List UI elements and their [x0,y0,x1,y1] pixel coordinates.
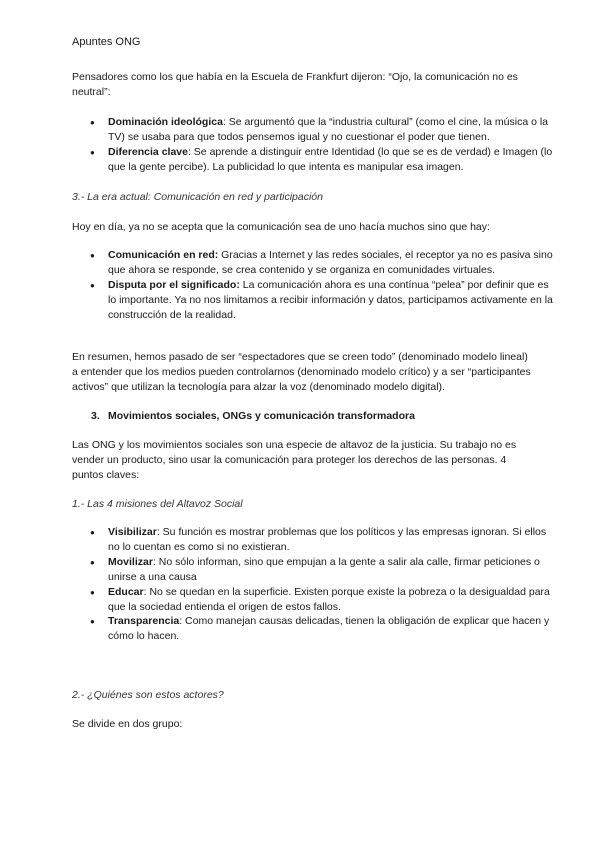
bullet-text: : No sólo informan, sino que empujan a la gente a salir ala calle, firmar peticiones o unirse a una causa [108,556,540,583]
section-title-actores: 2.- ¿Quiénes son estos actores? [72,689,224,701]
bullet-movilizar [90,555,554,585]
bullet-text: Gracias a Internet y las redes sociales, el receptor ya no es pasiva sino que ahora se responde, se crea contenido y se organiza en comunidades virtuales. [108,249,553,276]
bullet-term: Diferencia clave [108,146,188,158]
section-title-era-actual: 3.- La era actual: Comunicación en red y participación [72,191,323,203]
document-header: Apuntes ONG [72,36,141,48]
bullet-term: Movilizar [108,556,153,568]
heading-text: Movimientos sociales, ONGs y comunicación transformadora [108,410,415,422]
bullet-diferencia [90,145,554,175]
bullet-term: Disputa por el significado: [108,279,240,291]
bullet-text: : Se aprende a distinguir entre Identidad (lo que se es de verdad) e Imagen (lo que la gente percibe). La publicidad lo que intenta es manipular esa imagen. [108,146,553,173]
bullet-text: : No se quedan en la superficie. Existen porque existe la pobreza o la desigualdad para que la sociedad entienda el origen de estos fallos. [108,586,550,613]
paragraph-grupos: Se divide en dos grupo: [72,718,183,730]
paragraph-ong: Las ONG y los movimientos sociales son una especie de altavoz de la justicia. Su trabajo no es vender un producto, sino usar la comunicación para proteger los derechos de las personas. 4 puntos claves: [72,439,517,481]
bullet-text: : Su función es mostrar problemas que los políticos y las empresas ignoran. Si ellos no lo cuentan es como si no existieran. [108,526,547,553]
bullet-term: Educar [108,586,144,598]
bullet-educar [90,585,554,615]
bullet-disputa [90,278,554,323]
heading-movimientos-sociales [91,409,536,424]
bullet-comunicacion-red [90,248,554,278]
bullet-visibilizar [90,525,554,555]
paragraph-hoy-en-dia: Hoy en día, ya no se acepta que la comunicación sea de uno hacía muchos sino que hay: [72,221,490,233]
bullet-dominacion [90,115,554,145]
bullet-term: Comunicación en red: [108,249,219,261]
bullet-term: Transparencia [108,615,180,627]
bullet-term: Visibilizar [108,526,157,538]
bullet-text: : Como manejan causas delicadas, tienen la obligación de explicar que hacen y cómo lo hacen. [108,615,550,642]
intro-paragraph: Pensadores como los que había en la Escuela de Frankfurt dijeron: “Ojo, la comunicación no es neutral”: [72,71,518,98]
section-title-misiones: 1.- Las 4 misiones del Altavoz Social [72,498,243,510]
bullet-transparencia [90,614,554,644]
heading-number: 3. [91,410,100,422]
summary-paragraph: En resumen, hemos pasado de ser “espectadores que se creen todo” (denominado modelo lineal) a entender que los medios pueden controlarnos (denominado modelo crítico) y a ser “participantes activos” que utilizan la tecnología para alzar la voz (denominado modelo digital). [72,351,531,393]
bullet-text: La comunicación ahora es una contínua “pelea” por definir que es lo importante. Ya no nos limitamos a recibir información y datos, participamos activamente en la construcción de la realidad. [108,279,553,321]
bullet-text: : Se argumentó que la “industria cultural” (como el cine, la música o la TV) se usaba para que todos pensemos igual y no cuestionar el poder que tienen. [108,116,549,143]
bullet-term: Dominación ideológica [108,116,223,128]
